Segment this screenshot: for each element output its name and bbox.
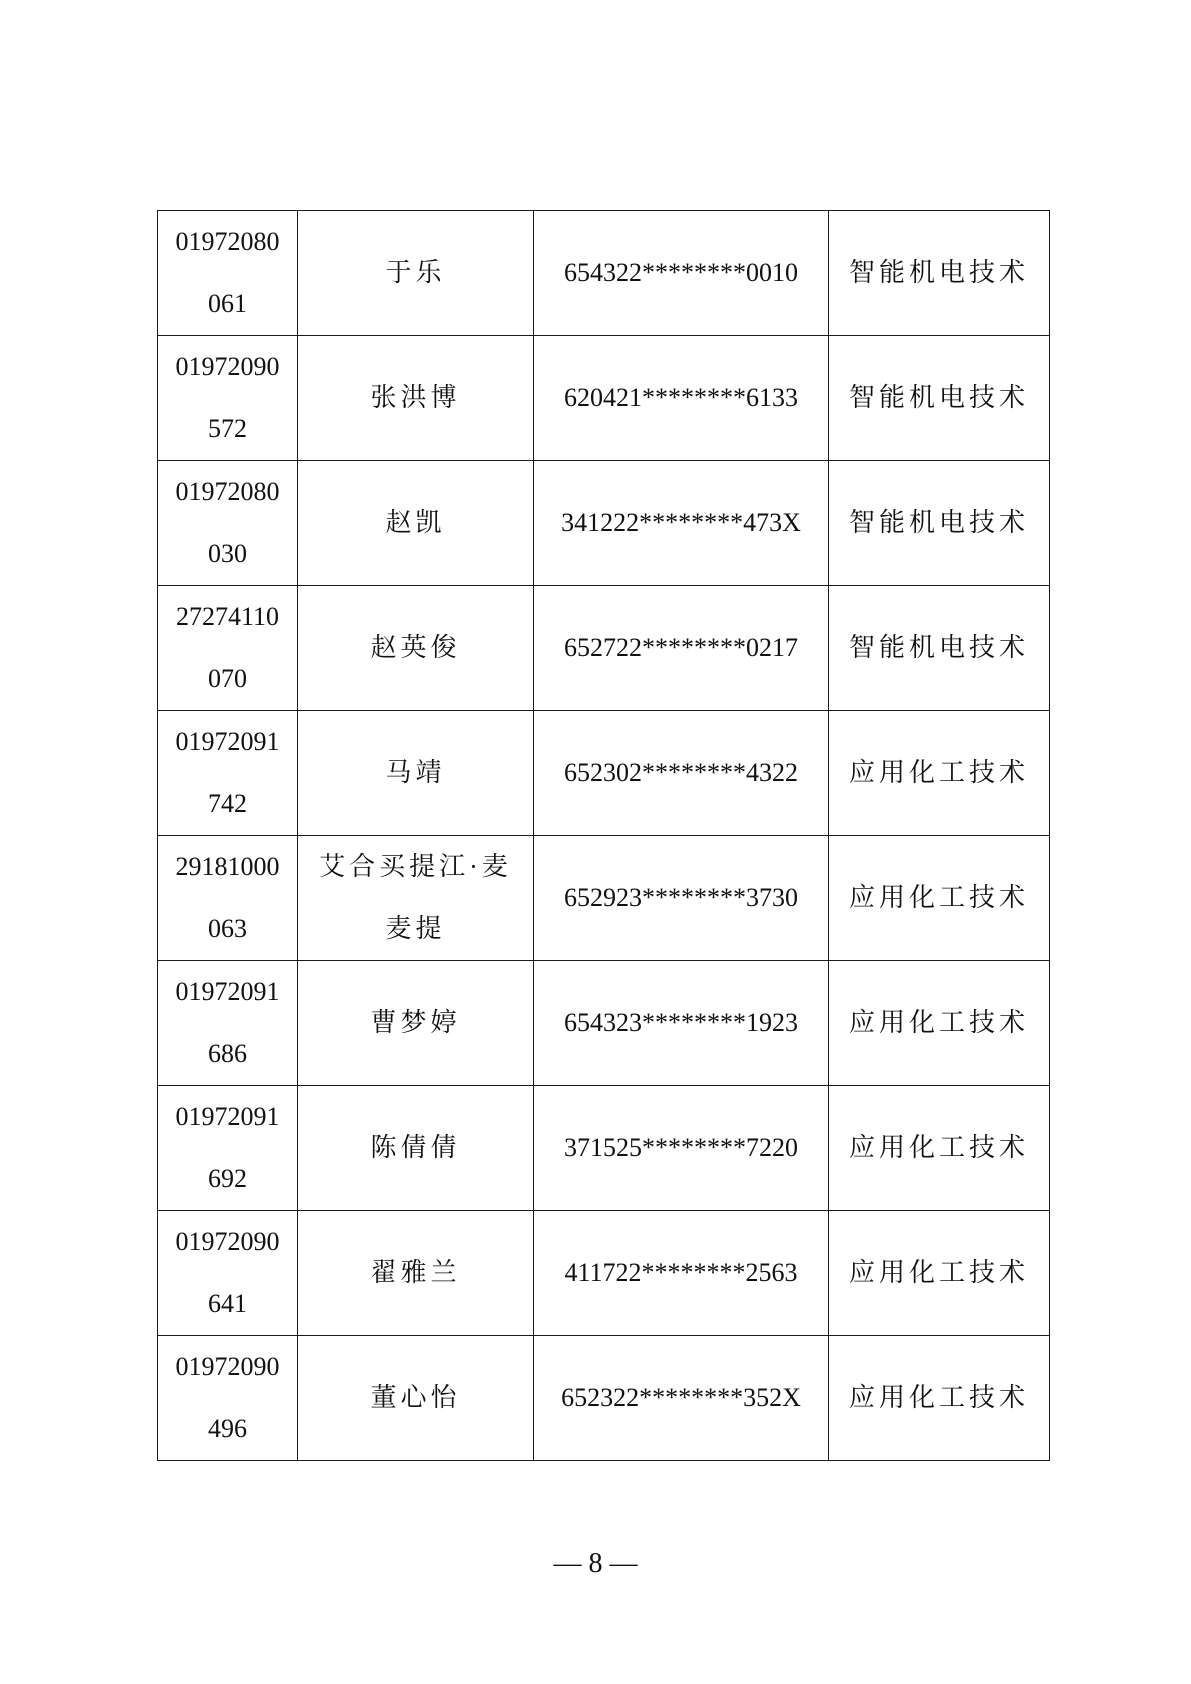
exam-number-part1: 01972091 (175, 1102, 280, 1131)
exam-number-part1: 01972090 (175, 1227, 280, 1256)
page-number: — 8 — (553, 1548, 638, 1579)
exam-number-part1: 29181000 (175, 852, 280, 881)
exam-number-part2: 030 (208, 539, 247, 568)
table-row (158, 1211, 1050, 1336)
roster-table-body (158, 211, 1050, 1461)
id-card-cell: 411722********2563 (534, 1211, 829, 1336)
exam-number-part1: 27274110 (175, 602, 280, 631)
student-name: 赵凯 (385, 508, 446, 537)
major-cell: 应用化工技术 (829, 1211, 1050, 1336)
exam-number-cell (158, 461, 298, 586)
student-name: 于乐 (385, 258, 446, 287)
student-name: 董心怡 (370, 1383, 461, 1412)
major-cell: 应用化工技术 (829, 836, 1050, 961)
name-cell (298, 1086, 534, 1211)
student-roster-table (157, 210, 1050, 1461)
exam-number-part2: 496 (208, 1414, 247, 1443)
major-cell: 智能机电技术 (829, 461, 1050, 586)
id-card-cell: 652302********4322 (534, 711, 829, 836)
student-name: 翟雅兰 (370, 1258, 461, 1287)
exam-number-part1: 01972090 (175, 352, 280, 381)
name-cell (298, 1211, 534, 1336)
id-card-cell: 654322********0010 (534, 211, 829, 336)
exam-number-cell (158, 711, 298, 836)
major-cell: 智能机电技术 (829, 586, 1050, 711)
name-cell (298, 836, 534, 961)
table-row (158, 1336, 1050, 1461)
major-cell: 应用化工技术 (829, 711, 1050, 836)
exam-number-part2: 572 (208, 414, 247, 443)
table-row (158, 836, 1050, 961)
table-row (158, 461, 1050, 586)
table-row (158, 211, 1050, 336)
major-cell: 智能机电技术 (829, 336, 1050, 461)
exam-number-cell (158, 1211, 298, 1336)
exam-number-cell (158, 961, 298, 1086)
exam-number-cell (158, 1086, 298, 1211)
table-row (158, 961, 1050, 1086)
exam-number-part2: 070 (208, 664, 247, 693)
id-card-cell: 652722********0217 (534, 586, 829, 711)
exam-number-part1: 01972080 (175, 227, 280, 256)
student-name: 艾合买提江·麦麦提 (319, 852, 512, 943)
table-row (158, 711, 1050, 836)
id-card-cell: 620421********6133 (534, 336, 829, 461)
table-row (158, 1086, 1050, 1211)
student-name: 张洪博 (370, 383, 461, 412)
exam-number-part2: 061 (208, 289, 247, 318)
name-cell (298, 336, 534, 461)
exam-number-part2: 742 (208, 789, 247, 818)
exam-number-part2: 692 (208, 1164, 247, 1193)
name-cell (298, 711, 534, 836)
id-card-cell: 371525********7220 (534, 1086, 829, 1211)
exam-number-part1: 01972090 (175, 1352, 280, 1381)
table-row (158, 336, 1050, 461)
name-cell (298, 586, 534, 711)
table-row (158, 586, 1050, 711)
name-cell (298, 211, 534, 336)
name-cell (298, 961, 534, 1086)
id-card-cell: 654323********1923 (534, 961, 829, 1086)
major-cell: 智能机电技术 (829, 211, 1050, 336)
id-card-cell: 341222********473X (534, 461, 829, 586)
exam-number-cell (158, 211, 298, 336)
exam-number-part1: 01972091 (175, 727, 280, 756)
exam-number-cell (158, 586, 298, 711)
name-cell (298, 461, 534, 586)
id-card-cell: 652923********3730 (534, 836, 829, 961)
student-name: 曹梦婷 (370, 1008, 461, 1037)
exam-number-part2: 063 (208, 914, 247, 943)
exam-number-cell (158, 1336, 298, 1461)
major-cell: 应用化工技术 (829, 1086, 1050, 1211)
major-cell: 应用化工技术 (829, 961, 1050, 1086)
exam-number-cell (158, 836, 298, 961)
exam-number-part2: 641 (208, 1289, 247, 1318)
exam-number-part2: 686 (208, 1039, 247, 1068)
major-cell: 应用化工技术 (829, 1336, 1050, 1461)
name-cell (298, 1336, 534, 1461)
student-name: 马靖 (385, 758, 446, 787)
id-card-cell: 652322********352X (534, 1336, 829, 1461)
exam-number-cell (158, 336, 298, 461)
exam-number-part1: 01972080 (175, 477, 280, 506)
student-name: 陈倩倩 (370, 1133, 461, 1162)
exam-number-part1: 01972091 (175, 977, 280, 1006)
student-name: 赵英俊 (370, 633, 461, 662)
